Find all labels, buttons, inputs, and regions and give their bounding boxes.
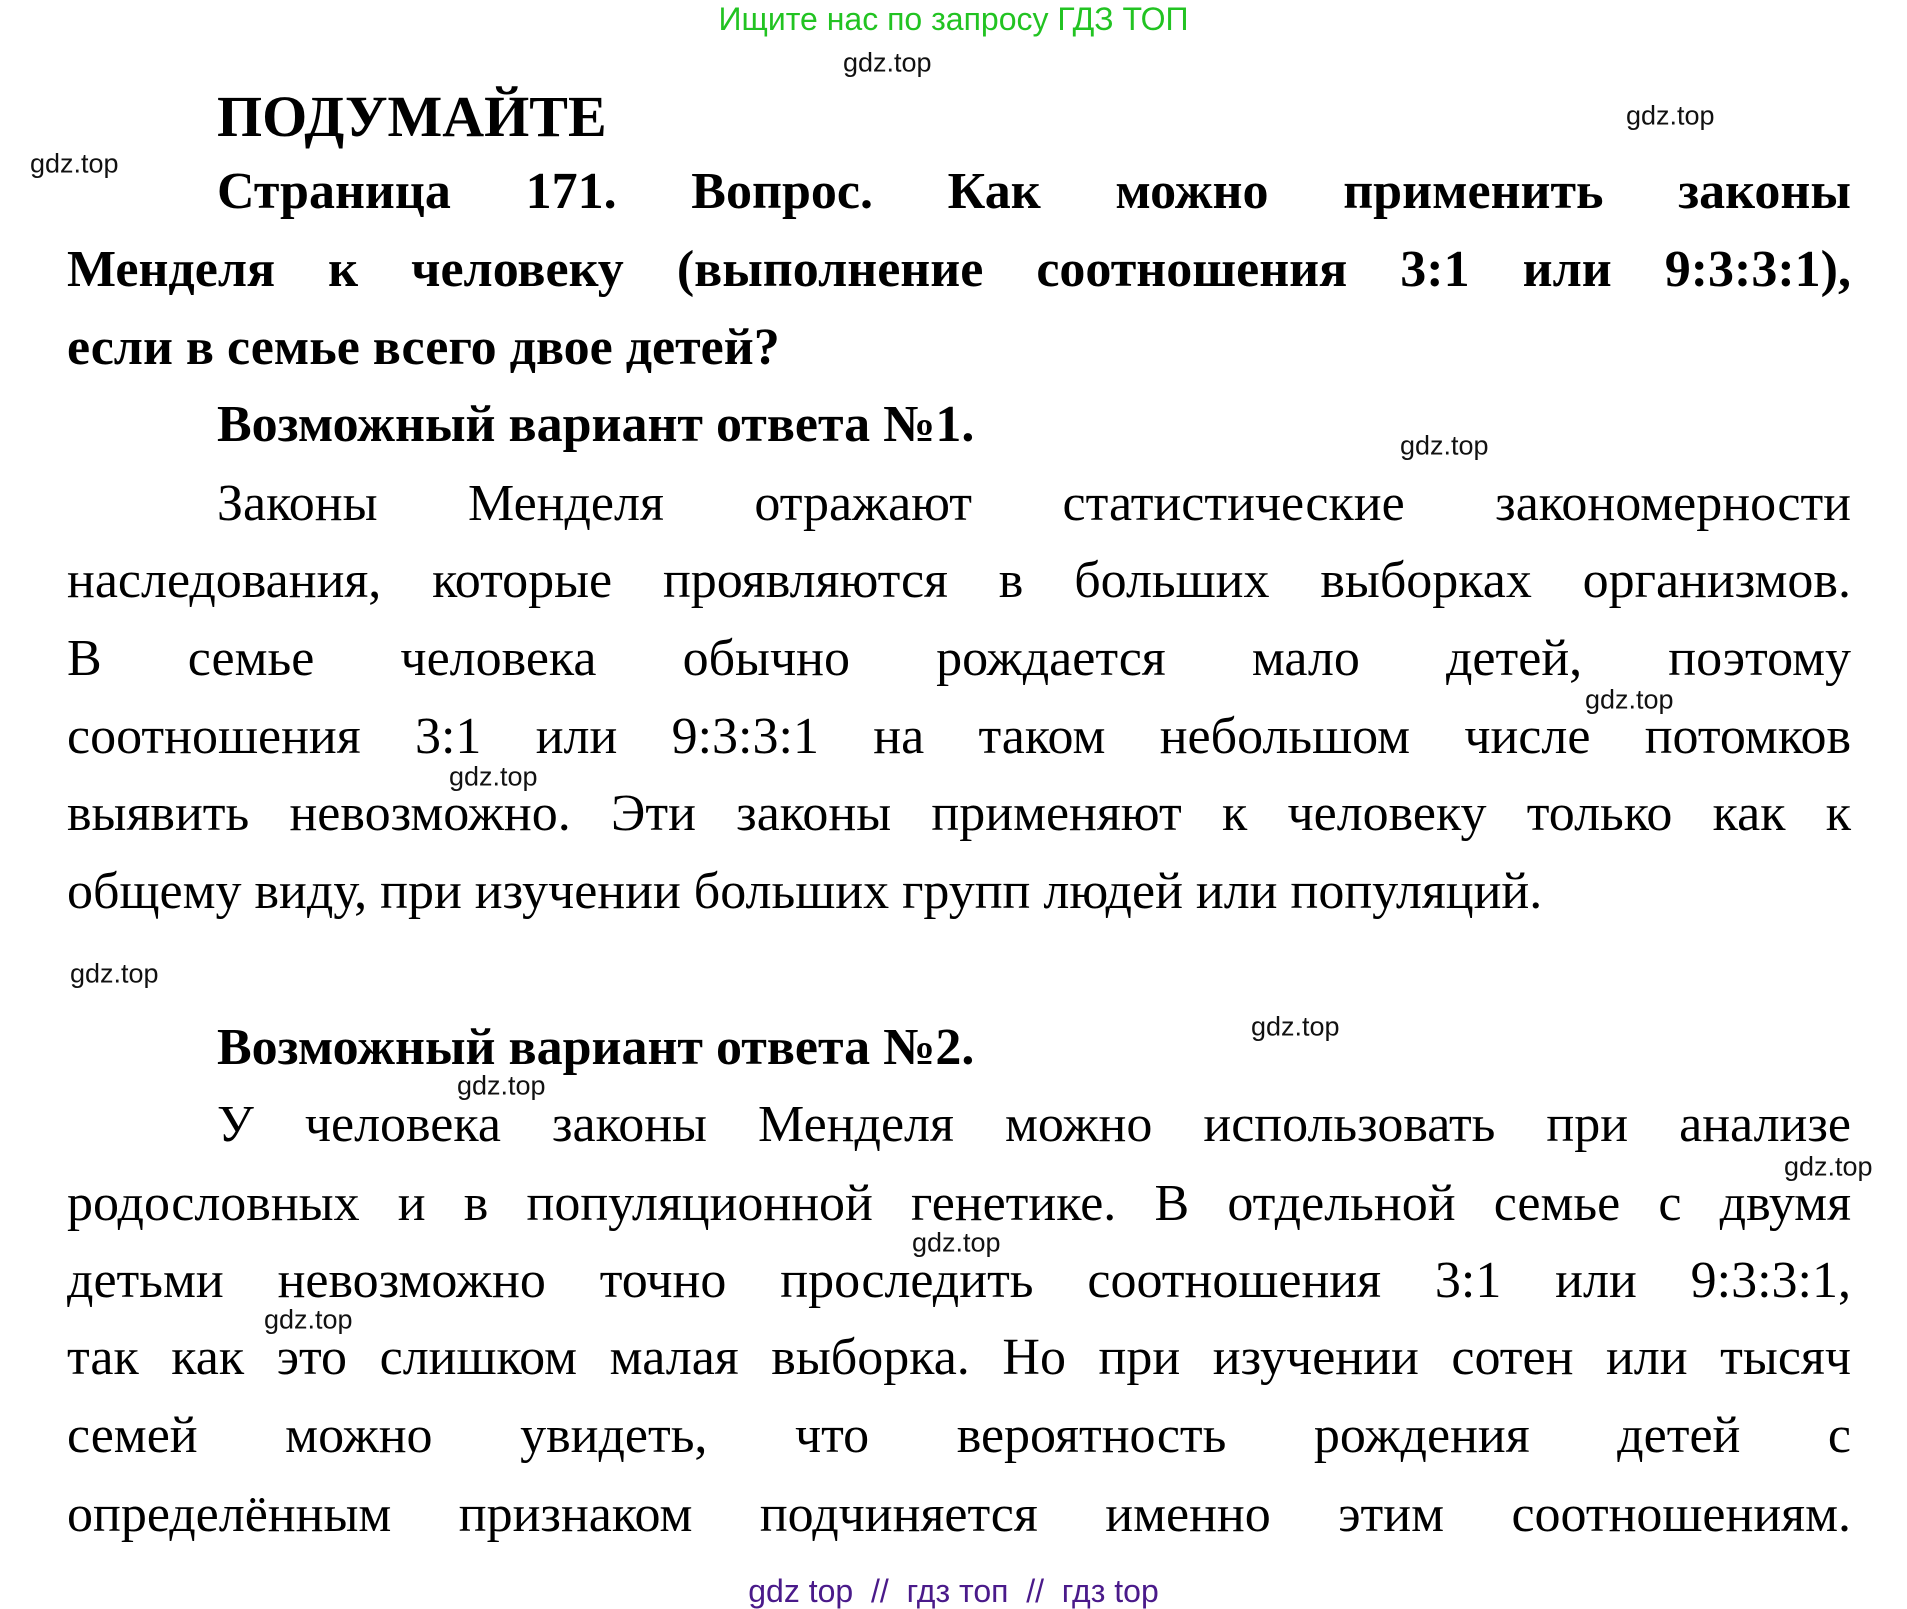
question-line: если в семье всего двое детей? (67, 319, 780, 376)
answer2-line: детьми невозможно точно проследить соотношения 3:1 или 9:3:3:1, (67, 1252, 1851, 1309)
watermark: gdz.top (264, 1304, 353, 1335)
answer2-line: У человека законы Менделя можно использовать при анализе (217, 1096, 1851, 1153)
answer1-line: общему виду, при изучении больших групп людей или популяций. (67, 863, 1543, 920)
answer1-line: наследования, которые проявляются в больших выборках организмов. (67, 552, 1851, 609)
watermark: gdz.top (457, 1070, 546, 1101)
question-line: Страница 171. Вопрос. Как можно применить законы (217, 163, 1851, 220)
answer1-line: Законы Менделя отражают статистические закономерности (217, 475, 1851, 532)
answer1-line: соотношения 3:1 или 9:3:3:1 на таком небольшом числе потомков (67, 708, 1851, 765)
watermark: gdz.top (1626, 100, 1715, 131)
watermark: gdz.top (1784, 1151, 1873, 1182)
page-title: ПОДУМАЙТЕ (217, 84, 607, 149)
watermark: gdz.top (449, 761, 538, 792)
footer-links[interactable]: gdz top // гдз топ // гдз top (748, 1573, 1159, 1609)
question-line: Менделя к человеку (выполнение соотношения 3:1 или 9:3:3:1), (67, 241, 1851, 298)
answer2-line: родословных и в популяционной генетике. В отдельной семье с двумя (67, 1175, 1851, 1232)
watermark: gdz.top (70, 958, 159, 989)
answer1-line: В семье человека обычно рождается мало детей, поэтому (67, 630, 1851, 687)
watermark: gdz.top (1251, 1011, 1340, 1042)
search-banner[interactable]: Ищите нас по запросу ГДЗ ТОП (718, 1, 1189, 37)
answer1-line: выявить невозможно. Эти законы применяют к человеку только как к (67, 785, 1851, 842)
answer2-heading: Возможный вариант ответа №2. (217, 1019, 975, 1076)
watermark: gdz.top (1400, 430, 1489, 461)
watermark: gdz.top (1585, 684, 1674, 715)
watermark: gdz.top (30, 148, 119, 179)
answer1-heading: Возможный вариант ответа №1. (217, 396, 975, 453)
watermark: gdz.top (912, 1227, 1001, 1258)
answer2-line: семей можно увидеть, что вероятность рождения детей с (67, 1407, 1851, 1464)
watermark: gdz.top (843, 47, 932, 78)
answer2-line: так как это слишком малая выборка. Но при изучении сотен или тысяч (67, 1329, 1851, 1386)
answer2-line: определённым признаком подчиняется именно этим соотношениям. (67, 1486, 1851, 1543)
